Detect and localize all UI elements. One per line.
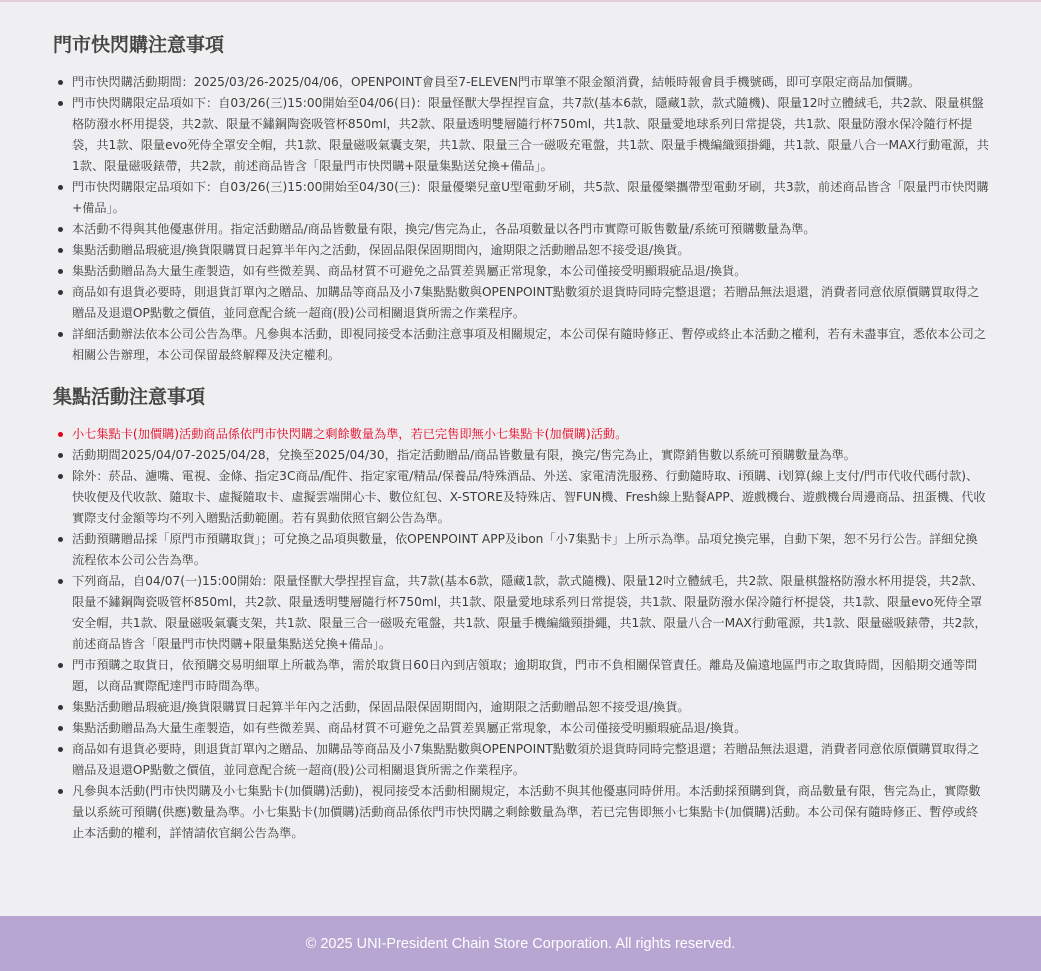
list-item: 本活動不得與其他優惠併用。指定活動贈品/商品皆數量有限，換完/售完為止，各品項數量以各門市實際可販售數量/系統可預購數量為準。 — [72, 219, 989, 240]
list-item: 活動預購贈品採「原門市預購取貨」；可兌換之品項與數量，依OPENPOINT APP及ibon「小7集點卡」上所示為準。品項兌換完畢，自動下架，恕不另行公告。詳細兌換流程依本公司公告為準。 — [72, 529, 989, 571]
list-item: 門市預購之取貨日，依預購交易明細單上所載為準，需於取貨日60日內到店領取；逾期取貨，門市不負相關保管責任。離島及偏遠地區門市之取貨時間，因船期交通等問題，以商品實際配達門市時間為準。 — [72, 655, 989, 697]
copyright-text: © 2025 UNI-President Chain Store Corporation. All rights reserved. — [305, 935, 736, 952]
list-item: 集點活動贈品為大量生產製造，如有些微差異、商品材質不可避免之品質差異屬正常現象，本公司僅接受明顯瑕疵品退/換貨。 — [72, 261, 989, 282]
list-item-notice: 小七集點卡(加價購)活動商品係依門市快閃購之剩餘數量為準，若已完售即無小七集點卡(加價購)活動。 — [72, 424, 989, 445]
list-item: 門市快閃購限定品項如下：自03/26(三)15:00開始至04/06(日)：限量怪獸大學捏捏盲盒，共7款(基本6款，隱藏1款，款式隨機)、限量12吋立體絨毛，共2款、限量棋盤格防潑水杯用提袋，共2款、限量不鏽鋼陶瓷吸管杯850ml，共2款、限量透明雙層隨行杯750ml，共1款、限量愛地球系列日常提袋，共1款、限量防潑水保冷隨行杯提袋，共1款、限量evo死侍全罩安全帽，共1款、限量磁吸氣囊支架，共1款、限量三合一磁吸充電盤，共1款、限量手機編織頸掛繩，共1款、限量八合一MAX行動電源，共1款、限量磁吸錶帶，共2款，前述商品皆含「限量門市快閃購+限量集點送兌換+備品」。 — [72, 93, 989, 177]
list-item: 凡參與本活動(門市快閃購及小七集點卡(加價購)活動)，視同接受本活動相關規定，本活動不與其他優惠同時併用。本活動採預購到貨，商品數量有限，售完為止，實際數量以系統可預購(供應)數量為準。小七集點卡(加價購)活動商品係依門市快閃購之剩餘數量為準，若已完售即無小七集點卡(加價購)活動。本公司保有隨時修正、暫停或終止本活動的權利，詳情請依官網公告為準。 — [72, 781, 989, 844]
section-title-flash-sale: 門市快閃購注意事項 — [53, 34, 225, 56]
list-item: 下列商品，自04/07(一)15:00開始：限量怪獸大學捏捏盲盒，共7款(基本6款，隱藏1款，款式隨機)、限量12吋立體絨毛，共2款、限量棋盤格防潑水杯用提袋，共2款、限量不鏽鋼陶瓷吸管杯850ml，共2款、限量透明雙層隨行杯750ml，共1款、限量愛地球系列日常提袋，共1款、限量防潑水保冷隨行杯提袋，共1款、限量evo死侍全罩安全帽，共1款、限量磁吸氣囊支架，共1款、限量三合一磁吸充電盤，共1款、限量手機編織頸掛繩，共1款、限量八合一MAX行動電源，共1款、限量磁吸錶帶，共2款，前述商品皆含「限量門市快閃購+限量集點送兌換+備品」。 — [72, 571, 989, 655]
flash-sale-notes-list — [53, 72, 989, 366]
list-item: 集點活動贈品為大量生產製造，如有些微差異、商品材質不可避免之品質差異屬正常現象，本公司僅接受明顯瑕疵品退/換貨。 — [72, 718, 989, 739]
list-item: 商品如有退貨必要時，則退貨訂單內之贈品、加購品等商品及小7集點點數與OPENPOINT點數須於退貨時同時完整退還；若贈品無法退還，消費者同意依原價購買取得之贈品及退還OP點數之價值，並同意配合統一超商(股)公司相關退貨所需之作業程序。 — [72, 282, 989, 324]
notice-content — [53, 28, 989, 844]
section-title-points: 集點活動注意事項 — [53, 386, 206, 408]
list-item: 除外：菸品、濾嘴、電視、金條、指定3C商品/配件、指定家電/精品/保養品/特殊酒品、外送、家電清洗服務、行動隨時取、i預購、i划算(線上支付/門市代收代碼付款)、快收便及代收款、隨取卡、虛擬隨取卡、虛擬雲端開心卡、數位紅包、X-STORE及特殊店、智FUN機、Fresh線上點餐APP、遊戲機台、遊戲機台周邊商品、扭蛋機、代收實際支付金額等均不列入贈點活動範圍。若有異動依照官網公告為準。 — [72, 466, 989, 529]
list-item: 商品如有退貨必要時，則退貨訂單內之贈品、加購品等商品及小7集點點數與OPENPOINT點數須於退貨時同時完整退還；若贈品無法退還，消費者同意依原價購買取得之贈品及退還OP點數之價值，並同意配合統一超商(股)公司相關退貨所需之作業程序。 — [72, 739, 989, 781]
footer — [0, 916, 1041, 971]
top-divider — [0, 0, 1041, 2]
list-item: 詳細活動辦法依本公司公告為準。凡參與本活動，即視同接受本活動注意事項及相關規定，本公司保有隨時修正、暫停或終止本活動之權利，若有未盡事宜，悉依本公司之相關公告辦理，本公司保留最終解釋及決定權利。 — [72, 324, 989, 366]
list-item: 活動期間2025/04/07-2025/04/28，兌換至2025/04/30，指定活動贈品/商品皆數量有限，換完/售完為止，實際銷售數以系統可預購數量為準。 — [72, 445, 989, 466]
list-item: 門市快閃購限定品項如下：自03/26(三)15:00開始至04/30(三)：限量優樂兒童U型電動牙刷，共5款、限量優樂攜帶型電動牙刷，共3款，前述商品皆含「限量門市快閃購+備品」。 — [72, 177, 989, 219]
points-notes-list — [53, 424, 989, 844]
list-item: 集點活動贈品瑕疵退/換貨限購買日起算半年內之活動，保固品限保固期間內，逾期限之活動贈品恕不接受退/換貨。 — [72, 240, 989, 261]
list-item: 門市快閃購活動期間：2025/03/26-2025/04/06，OPENPOINT會員至7-ELEVEN門市單筆不限金額消費，結帳時報會員手機號碼，即可享限定商品加價購。 — [72, 72, 989, 93]
list-item: 集點活動贈品瑕疵退/換貨限購買日起算半年內之活動，保固品限保固期間內，逾期限之活動贈品恕不接受退/換貨。 — [72, 697, 989, 718]
